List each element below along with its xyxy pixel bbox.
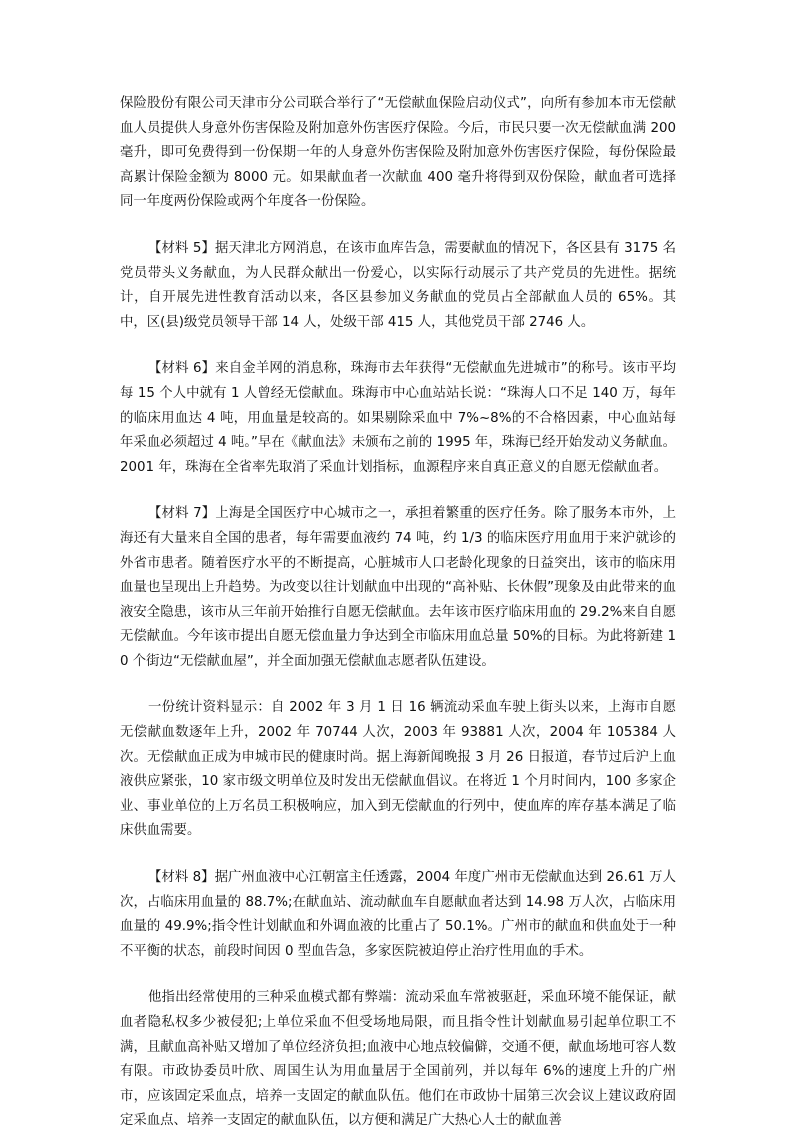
paragraph-material-6: 【材料 6】来自金羊网的消息称，珠海市去年获得“无偿献血先进城市”的称号。该市平均每 15 个人中就有 1 人曾经无偿献血。珠海市中心血站站长说：“珠海人口不足 140 万，每年的临床用血达 4 吨，用血量是较高的。如果剔除采血中 7%~8%的不合格因素，中心血站每年采血必须超过 4 吨。”早在《献血法》未颁布之前的 1995 年，珠海已经开始发动义务献血。2001 年，珠海在全省率先取消了采血计划指标，血源程序来自真正意义的自愿无偿献血者。 bbox=[120, 361, 676, 475]
paragraph-shanghai-statistics: 一份统计资料显示：自 2002 年 3 月 1 日 16 辆流动采血车驶上街头以来，上海市自愿无偿献血数逐年上升，2002 年 70744 人次，2003 年 93881 人次，2004 年 105384 人次。无偿献血正成为申城市民的健康时尚。据上海新闻晚报 3 月 26 日报道，春节过后沪上血液供应紧张，10 家市级文明单位及时发出无偿献血倡议。在将近 1 个月时间内，100 多家企业、事业单位的上万名员工积极响应，加入到无偿献血的行列中，使血库的库存基本满足了临床供血需要。 bbox=[120, 700, 676, 839]
paragraph-insurance: 保险股份有限公司天津市分公司联合举行了“无偿献血保险启动仪式”，向所有参加本市无偿献血人员提供人身意外伤害保险及附加意外伤害医疗保险。今后，市民只要一次无偿献血满 200 毫升，即可免费得到一份保期一年的人身意外伤害保险及附加意外伤害医疗保险，每份保险最高累计保险金额为 8000 元。如果献血者一次献血 400 毫升将得到双份保险，献血者可选择同一年度两份保险或两个年度各一份保险。 bbox=[120, 96, 676, 210]
paragraph-material-7: 【材料 7】上海是全国医疗中心城市之一，承担着繁重的医疗任务。除了服务本市外，上海还有大量来自全国的患者，每年需要血液约 74 吨，约 1/3 的临床医疗用血用于来沪就诊的外省市患者。随着医疗水平的不断提高，心脏城市人口老龄化现象的日益突出，该市的临床用血量也呈现出上升趋势。为改变以往计划献血中出现的“高补贴、长休假”现象及由此带来的血液安全隐患，该市从三年前开始推行自愿无偿献血。去年该市医疗临床用血的 29.2%来自自愿无偿献血。今年该市提出自愿无偿血量力争达到全市临床用血总量 50%的目标。为此将新建 10 个街边“无偿献血屋”，并全面加强无偿献血志愿者队伍建设。 bbox=[120, 506, 676, 669]
paragraph-material-5: 【材料 5】据天津北方网消息，在该市血库告急，需要献血的情况下，各区县有 3175 名党员带头义务献血，为人民群众献出一份爱心，以实际行动展示了共产党员的先进性。据统计，自开展先进性教育活动以来，各区县参加义务献血的党员占全部献血人员的 65%。其中，区(县)级党员领导干部 14 人，处级干部 415 人，其他党员干部 2746 人。 bbox=[120, 240, 676, 330]
document-page bbox=[120, 92, 676, 1134]
paragraph-collection-modes: 他指出经常使用的三种采血模式都有弊端：流动采血车常被驱赶，采血环境不能保证，献血者隐私权多少被侵犯;上单位采血不但受场地局限，而且指令性计划献血易引起单位职工不满，且献血高补贴又增加了单位经济负担;血液中心地点较偏僻，交通不便，献血场地可容人数有限。市政协委员叶欣、周国生认为用血量居于全国前列，并以每年 6%的速度上升的广州市，应该固定采血点，培养一支固定的献血队伍。他们在市政协十届第三次会议上建议政府固定采血点、培养一支固定的献血队伍，以方便和满足广大热心人士的献血善 bbox=[120, 990, 676, 1129]
paragraph-material-8: 【材料 8】据广州血液中心江朝富主任透露，2004 年度广州市无偿献血达到 26.61 万人次，占临床用血量的 88.7%;在献血站、流动献血车自愿献血者达到 14.98 万人次，占临床用血量的 49.9%;指令性计划献血和外调血液的比重占了 50.1%。广州市的献血和供血处于一种不平衡的状态，前段时间因 0 型血告急，多家医院被迫停止治疗性用血的手术。 bbox=[120, 870, 676, 959]
